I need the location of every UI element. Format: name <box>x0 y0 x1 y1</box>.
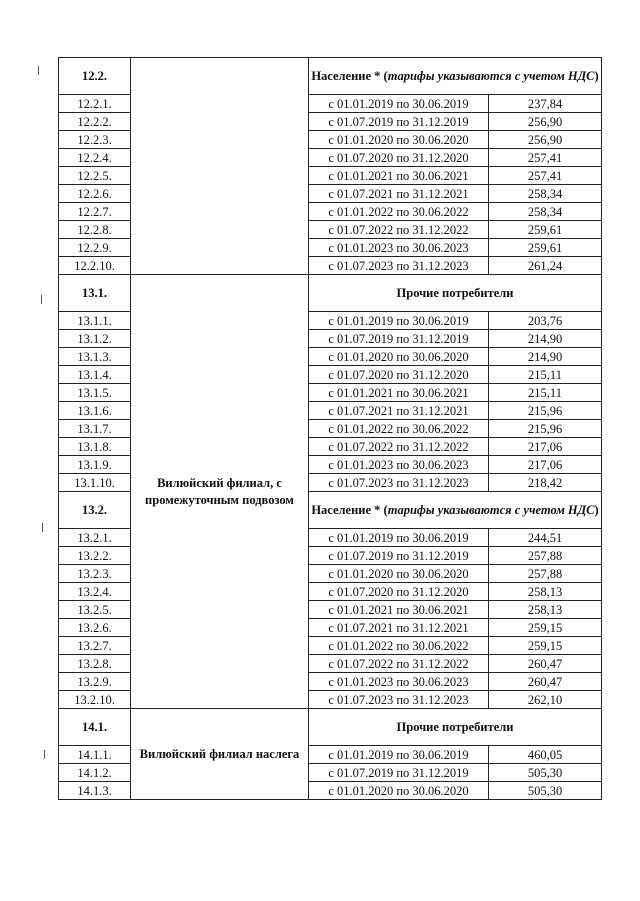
period: с 01.01.2023 по 30.06.2023 <box>309 239 489 257</box>
period: с 01.07.2019 по 31.12.2019 <box>309 547 489 565</box>
row-number: 13.1.6. <box>59 402 131 420</box>
period: с 01.01.2020 по 30.06.2020 <box>309 348 489 366</box>
row-number: 13.2.8. <box>59 655 131 673</box>
section-header-row <box>59 709 602 746</box>
section-code: 13.1. <box>59 275 131 312</box>
period: с 01.07.2022 по 31.12.2022 <box>309 221 489 239</box>
row-number: 13.1.10. <box>59 474 131 492</box>
row-number: 12.2.7. <box>59 203 131 221</box>
tariff-value: 258,34 <box>489 185 602 203</box>
period: с 01.07.2021 по 31.12.2021 <box>309 402 489 420</box>
scan-mark <box>41 295 42 304</box>
period: с 01.01.2019 по 30.06.2019 <box>309 95 489 113</box>
row-number: 12.2.3. <box>59 131 131 149</box>
section-header-row <box>59 275 602 312</box>
period: с 01.01.2019 по 30.06.2019 <box>309 529 489 547</box>
title-text: Прочие потребители <box>396 720 514 734</box>
scan-mark <box>42 523 43 532</box>
period: с 01.01.2021 по 30.06.2021 <box>309 167 489 185</box>
tariff-value: 260,47 <box>489 673 602 691</box>
period: с 01.01.2020 по 30.06.2020 <box>309 131 489 149</box>
row-number: 13.2.5. <box>59 601 131 619</box>
tariff-value: 257,41 <box>489 167 602 185</box>
row-number: 13.1.8. <box>59 438 131 456</box>
tariff-table <box>58 57 602 800</box>
period: с 01.01.2020 по 30.06.2020 <box>309 782 489 800</box>
scan-mark <box>38 66 39 75</box>
row-number: 13.2.3. <box>59 565 131 583</box>
section-title <box>309 492 602 529</box>
section-title <box>309 709 602 746</box>
period: с 01.01.2023 по 30.06.2023 <box>309 456 489 474</box>
period: с 01.01.2019 по 30.06.2019 <box>309 312 489 330</box>
period: с 01.01.2021 по 30.06.2021 <box>309 384 489 402</box>
tariff-value: 259,15 <box>489 619 602 637</box>
tariff-value: 460,05 <box>489 746 602 764</box>
period: с 01.07.2021 по 31.12.2021 <box>309 619 489 637</box>
scan-mark <box>44 750 45 759</box>
period: с 01.07.2019 по 31.12.2019 <box>309 113 489 131</box>
period: с 01.01.2022 по 30.06.2022 <box>309 637 489 655</box>
period: с 01.01.2021 по 30.06.2021 <box>309 601 489 619</box>
tariff-value: 218,42 <box>489 474 602 492</box>
tariff-value: 259,61 <box>489 221 602 239</box>
tariff-value: 258,13 <box>489 583 602 601</box>
tariff-value: 244,51 <box>489 529 602 547</box>
blank-cell <box>131 58 309 275</box>
period: с 01.07.2021 по 31.12.2021 <box>309 185 489 203</box>
row-number: 12.2.4. <box>59 149 131 167</box>
row-number: 12.2.9. <box>59 239 131 257</box>
title-text: Население * ( <box>311 69 388 83</box>
section-header-row <box>59 58 602 95</box>
period: с 01.07.2023 по 31.12.2023 <box>309 691 489 709</box>
row-number: 13.1.4. <box>59 366 131 384</box>
row-number: 12.2.8. <box>59 221 131 239</box>
tariff-value: 215,11 <box>489 384 602 402</box>
tariff-value: 258,13 <box>489 601 602 619</box>
row-number: 14.1.3. <box>59 782 131 800</box>
tariff-value: 262,10 <box>489 691 602 709</box>
row-number: 12.2.5. <box>59 167 131 185</box>
period: с 01.01.2023 по 30.06.2023 <box>309 673 489 691</box>
tariff-value: 257,88 <box>489 547 602 565</box>
section-code: 12.2. <box>59 58 131 95</box>
tariff-value: 257,88 <box>489 565 602 583</box>
tariff-value: 214,90 <box>489 330 602 348</box>
tariff-value: 505,30 <box>489 782 602 800</box>
tariff-value: 260,47 <box>489 655 602 673</box>
period: с 01.07.2022 по 31.12.2022 <box>309 438 489 456</box>
row-number: 12.2.6. <box>59 185 131 203</box>
row-number: 13.1.1. <box>59 312 131 330</box>
tariff-value: 259,61 <box>489 239 602 257</box>
period: с 01.07.2019 по 31.12.2019 <box>309 764 489 782</box>
period: с 01.07.2020 по 31.12.2020 <box>309 366 489 384</box>
tariff-value: 203,76 <box>489 312 602 330</box>
tariff-value: 256,90 <box>489 113 602 131</box>
tariff-value: 257,41 <box>489 149 602 167</box>
period: с 01.07.2023 по 31.12.2023 <box>309 474 489 492</box>
tariff-value: 237,84 <box>489 95 602 113</box>
row-number: 12.2.2. <box>59 113 131 131</box>
row-number: 13.2.10. <box>59 691 131 709</box>
title-note: тарифы указываются с учетом НДС <box>387 503 595 517</box>
period: с 01.07.2022 по 31.12.2022 <box>309 655 489 673</box>
period: с 01.01.2022 по 30.06.2022 <box>309 420 489 438</box>
title-text: Население * ( <box>311 503 388 517</box>
tariff-value: 505,30 <box>489 764 602 782</box>
row-number: 12.2.1. <box>59 95 131 113</box>
row-number: 12.2.10. <box>59 257 131 275</box>
row-number: 13.1.3. <box>59 348 131 366</box>
period: с 01.07.2023 по 31.12.2023 <box>309 257 489 275</box>
title-text: Прочие потребители <box>396 286 514 300</box>
row-number: 13.1.7. <box>59 420 131 438</box>
tariff-value: 261,24 <box>489 257 602 275</box>
period: с 01.01.2020 по 30.06.2020 <box>309 565 489 583</box>
row-number: 13.2.1. <box>59 529 131 547</box>
section-title <box>309 275 602 312</box>
section-code: 13.2. <box>59 492 131 529</box>
period: с 01.07.2020 по 31.12.2020 <box>309 149 489 167</box>
row-number: 13.1.9. <box>59 456 131 474</box>
period: с 01.07.2020 по 31.12.2020 <box>309 583 489 601</box>
tariff-value: 256,90 <box>489 131 602 149</box>
title-note: тарифы указываются с учетом НДС <box>387 69 595 83</box>
tariff-value: 258,34 <box>489 203 602 221</box>
branch-name: Вилюйский филиал наслега <box>131 709 309 800</box>
tariff-value: 214,90 <box>489 348 602 366</box>
tariff-value: 215,96 <box>489 420 602 438</box>
title-end: ) <box>594 69 599 83</box>
tariff-value: 217,06 <box>489 438 602 456</box>
title-end: ) <box>594 503 599 517</box>
section-title <box>309 58 602 95</box>
row-number: 13.2.2. <box>59 547 131 565</box>
row-number: 13.2.7. <box>59 637 131 655</box>
section-code: 14.1. <box>59 709 131 746</box>
row-number: 13.2.6. <box>59 619 131 637</box>
row-number: 13.2.4. <box>59 583 131 601</box>
tariff-value: 215,11 <box>489 366 602 384</box>
period: с 01.01.2022 по 30.06.2022 <box>309 203 489 221</box>
tariff-value: 215,96 <box>489 402 602 420</box>
row-number: 13.1.2. <box>59 330 131 348</box>
row-number: 13.1.5. <box>59 384 131 402</box>
tariff-value: 217,06 <box>489 456 602 474</box>
row-number: 14.1.2. <box>59 764 131 782</box>
row-number: 14.1.1. <box>59 746 131 764</box>
tariff-value: 259,15 <box>489 637 602 655</box>
row-number: 13.2.9. <box>59 673 131 691</box>
branch-name: Вилюйский филиал, с промежуточным подвозом <box>131 275 309 709</box>
period: с 01.01.2019 по 30.06.2019 <box>309 746 489 764</box>
period: с 01.07.2019 по 31.12.2019 <box>309 330 489 348</box>
